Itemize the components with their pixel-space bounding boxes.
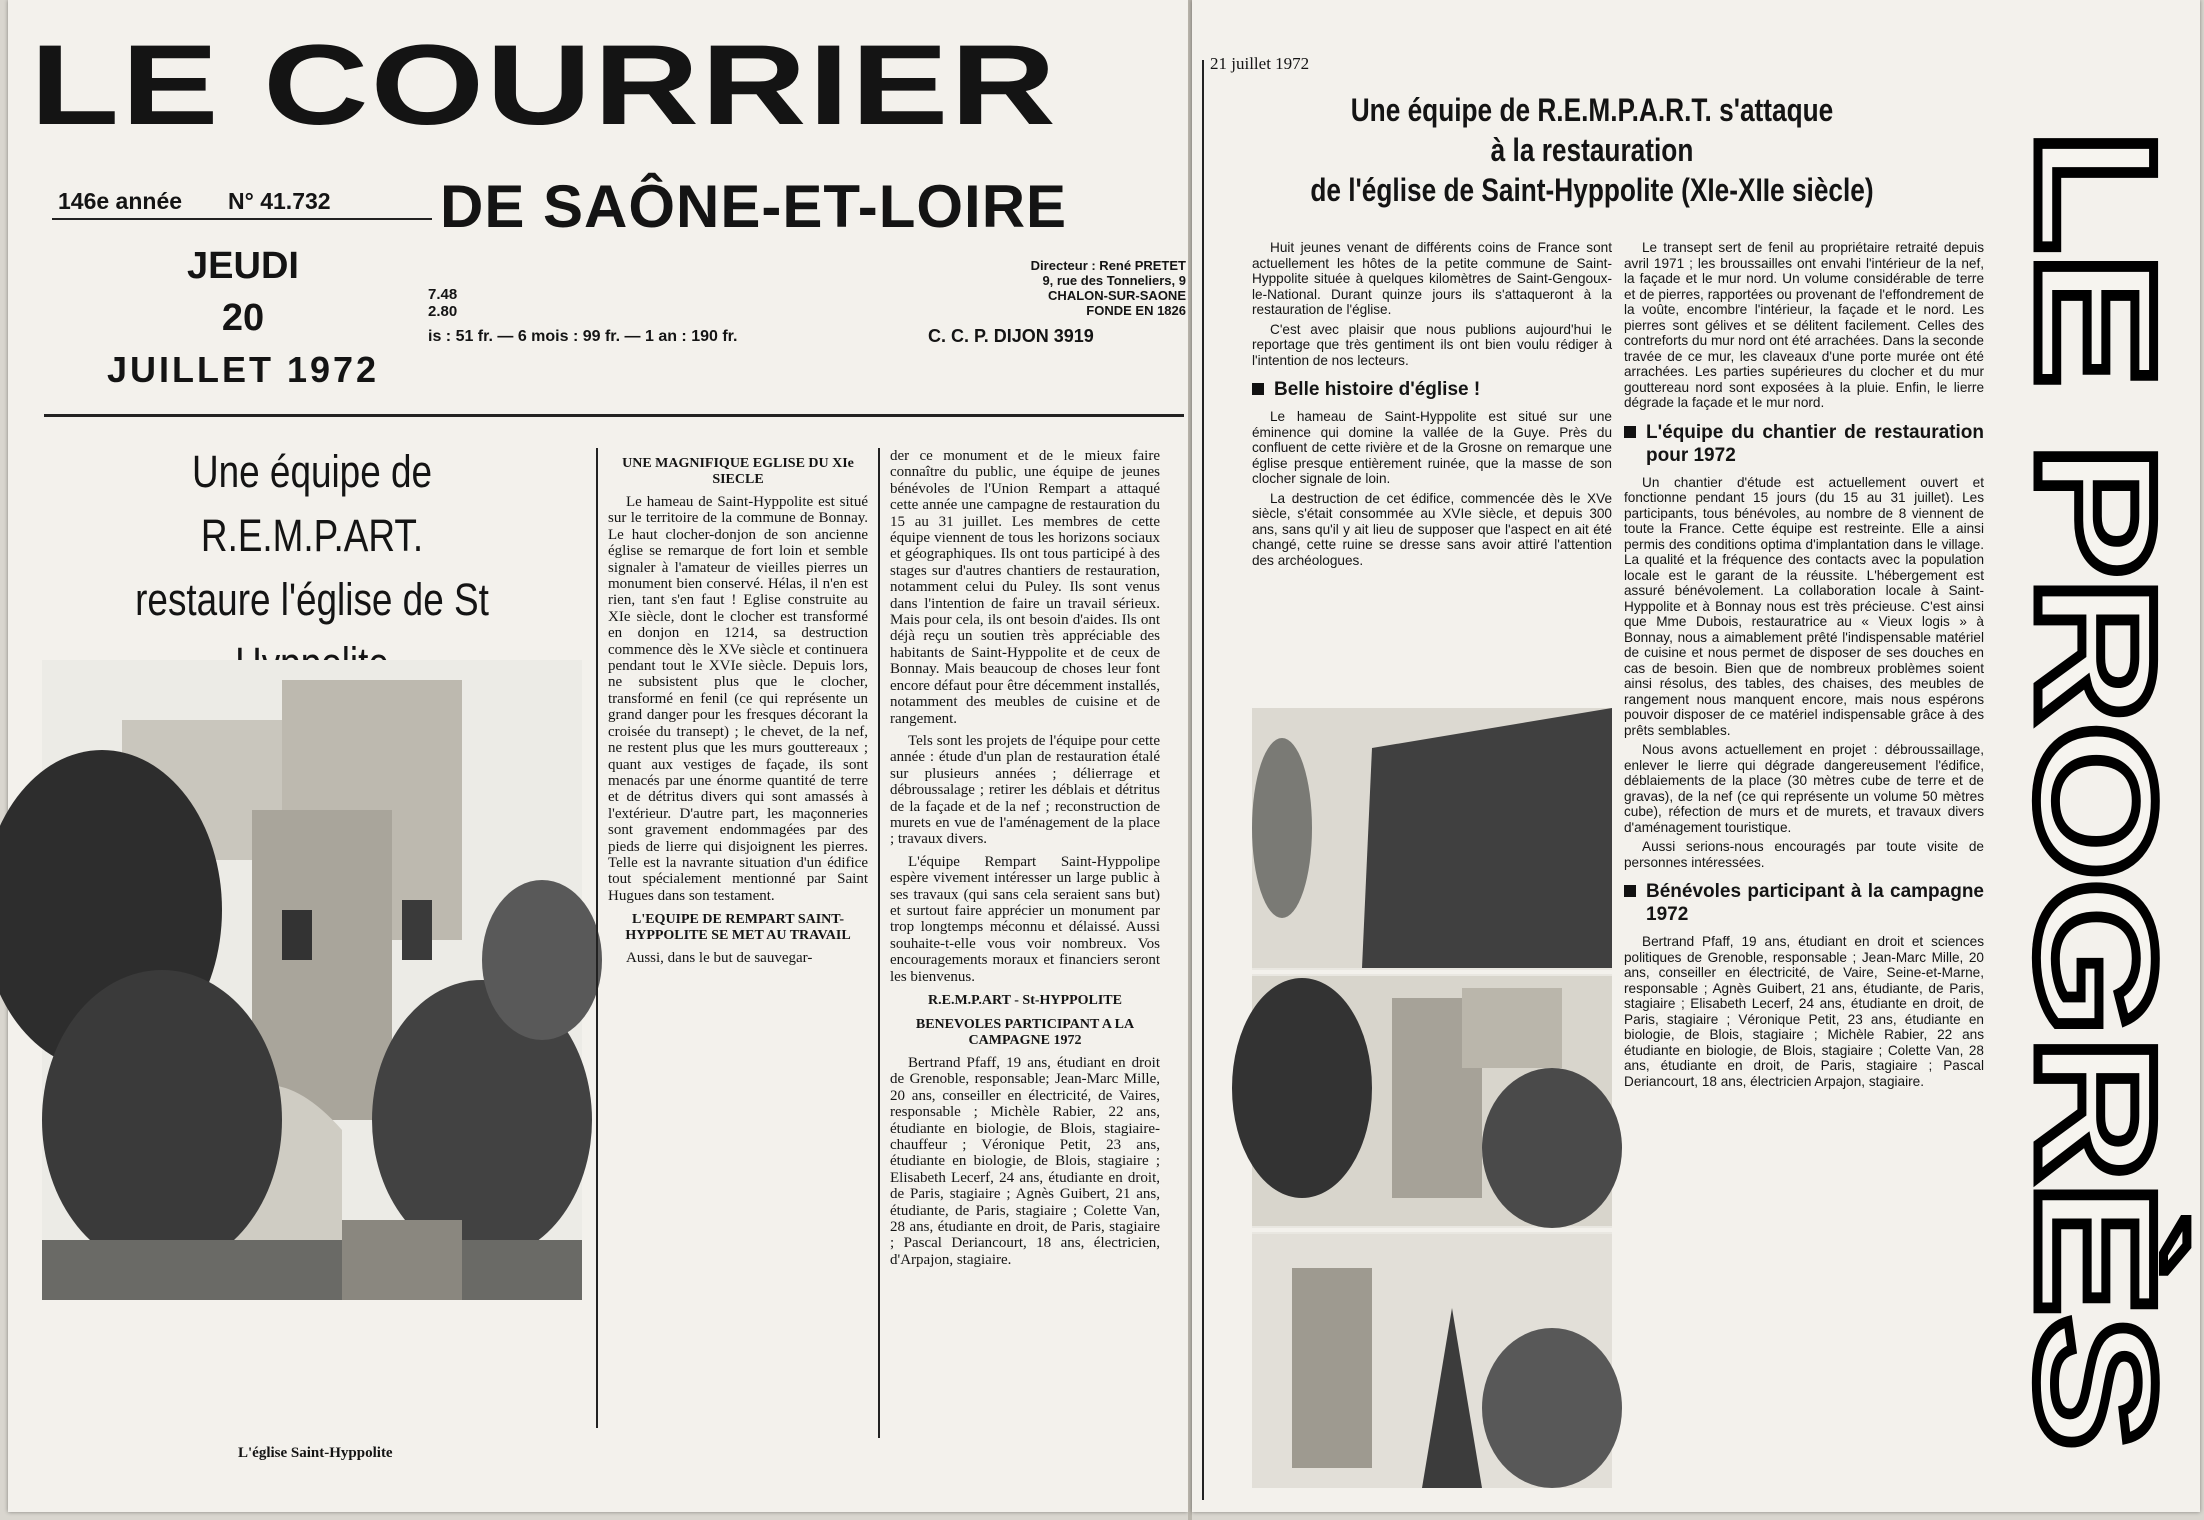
vertical-masthead — [2002, 130, 2190, 1470]
paragraph: Huit jeunes venant de différents coins de France sont actuellement les hôtes de la petite commune de Saint-Hyppolite située à quelques kilomètres de Saint-Gengoux-le-National. Durant quinze jours ils s'attaqueront à la restauration de l'église. — [1252, 240, 1612, 317]
article-headline — [1297, 90, 1887, 210]
column-divider — [878, 448, 880, 1438]
paragraph: Le hameau de Saint-Hyppolite est situé sur le territoire de la commune de Bonnay. Le haut clocher-donjon de son ancienne église se remarque de fort loin et semble signaler à l'amateur de vieilles pierres un monument bien conservé. Hélas, il n'en est rien, tant s'en faut ! Eglise construite au XIe siècle, dont le clocher est transformé en donjon en 1214, sa destruction commence dès le XVe siècle et continuera pendant tout le XVIe siècle. Depuis lors, ne subsistent plus que le clocher, transformé en fenil (ce qui représente un grand danger pour les fresques décorant la croisée du transept) ; le chevet, de la nef, ne restent plus que les murs gouttereaux ; quant aux vestiges de façade, ils sont menacés par une énorme quantité de terre et de détritus divers qui sont amassés à l'extérieur. D'autre part, les maçonneries sont gravement endommagées par des pieds de lierre qui disjoignent les pierres. Telle est la navrante situation d'un édifice tout spécialement mentionné par Saint Hugues dans son testament. — [608, 494, 868, 904]
paragraph: Tels sont les projets de l'équipe pour cette année : étude d'un plan de restauration étalé sur plusieurs années ; délierrage et débroussalage ; retirer les déblais et détritus de la façade et de la nef ; reconstruction de murets en vue de l'aménagement de la place ; travaux divers. — [890, 732, 1160, 848]
paragraph: Le hameau de Saint-Hyppolite est situé sur une éminence qui domine la vallée de la Guye. Près du confluent de cette rivière et de la Grosne on remarque une église presque entièrement ruinée, que la masse de son clocher signale de loin. — [1252, 409, 1612, 486]
photo-caption: L'église Saint-Hyppolite — [238, 1445, 393, 1461]
left-border — [1202, 60, 1204, 1500]
city-line: CHALON-SUR-SAONE — [1048, 288, 1186, 303]
subheading — [1624, 880, 1984, 926]
ccp-line: C. C. P. DIJON 3919 — [928, 326, 1094, 346]
subscription-prices: is : 51 fr. — 6 mois : 99 fr. — 1 an : 190 fr. — [428, 328, 738, 345]
price-line-1: 7.48 — [428, 286, 458, 303]
section-heading: BENEVOLES PARTICIPANT A LA CAMPAGNE 1972 — [915, 1017, 1135, 1048]
subheading-text: L'équipe du chantier de restauration pour 1972 — [1646, 421, 1984, 466]
date-number: 20 — [221, 297, 265, 339]
article-column-2 — [890, 448, 1160, 1268]
headline-line: à la restauration — [1490, 132, 1694, 168]
paragraph: Un chantier d'étude est actuellement ouvert et fonctionne pendant 15 jours (du 15 au 31 juillet). Les participants, tous bénévoles, au nombre de 8 viennent de toute la France. Cette équipe est restreinte. Elle a ainsi permis des conditions optima d'implantation dans le village. La qualité et la fréquence des contacts avec la population locale est le garant de la réussite. L'hébergement est assuré bénévolement. La collaboration locale à Saint-Hyppolite et à Bonnay nous est très précieuse. C'est ainsi que Mme Dubois, restauratrice au « Vieux logis » à Bonnay, nous a aimablement prêté l'indispensable matériel de cuisine et nous permet de disposer de ses douches en cas de besoin. Bien que de nombreux problèmes soient ainsi résolus, des tables, des chaises, des meubles de rangement nous manquent encore, mais nous espérons pouvoir disposer de ce matériel indispensable grâce à des prêts semblables. — [1624, 474, 1984, 738]
price-line-2: 2.80 — [428, 303, 458, 320]
date-day: JEUDI — [187, 245, 299, 287]
edition-label: 146e année — [58, 188, 183, 214]
subheading — [1252, 378, 1612, 401]
church-photo — [42, 660, 582, 1300]
header-rule — [44, 414, 1184, 417]
subheading-text: Belle histoire d'église ! — [1274, 379, 1481, 400]
paragraph: Nous avons actuellement en projet : débroussaillage, enlever le lierre qui dégrade dangereusement l'édifice, déblaiements de la place (30 mètres cube de terre et de gravas), de la nef (ce qui représente un volume 50 mètres cube), réfection de murs et de murets, et travaux divers d'aménagement touristique. — [1624, 742, 1984, 835]
paragraph: Le transept sert de fenil au propriétaire retraité depuis avril 1971 ; les broussailles ont envahi l'intérieur de la nef, la façade et le mur nord. Un volume considérable de terre et de pierres, rapportées ou provenant de l'effondrement de la voûte, encombre l'intérieur, la façade et le nord. Les pierres sont gélives et se délitent facilement. Celles des contreforts du mur nord ont été arrachées. Dans la seconde travée de ce mur, les claveaux d'une porte murée ont été arrachées. Les parties supérieures du clocher et du mur gouttereau nord sont exposées à la pluie. Enfin, le lierre dégrade la façade et le mur nord. — [1624, 240, 1984, 410]
date-month-year: JUILLET 1972 — [106, 349, 380, 390]
bullet-icon — [1624, 885, 1636, 897]
subheading-text: Bénévoles participant à la campagne 1972 — [1646, 881, 1984, 925]
headline-line: Une équipe de R.E.M.P.A.R.T. s'attaque — [1350, 92, 1834, 128]
section-heading: R.E.M.P.ART - St-HYPPOLITE — [928, 993, 1122, 1008]
progres-logo — [2002, 130, 2190, 1470]
article-date: 21 juillet 1972 — [1210, 54, 1310, 73]
paragraph: der ce monument et de le mieux faire connaître du public, une équipe de jeunes bénévoles de l'Union Rempart a attaqué cette année une campagne de restauration du 15 au 31 juillet. Les membres de cette équipe viennent de tous les horizons sociaux et géographiques. Ils ont tous participé à des stages sur d'autres chantiers de restauration, notamment celui du Puley. Ils sont venus dans l'intention de faire un travail sérieux. Mais pour cela, ils ont besoin d'aides. Ils ont déjà reçu un soutien très appréciable des habitants de Saint-Hyppolite et de ceux de Bonnay. Mais beaucoup de choses leur font encore défaut pour être décemment installés, notamment des meubles de cuisine et de rangement. — [890, 448, 1160, 727]
sub-masthead: DE SAÔNE-ET-LOIRE — [440, 173, 1068, 240]
courrier-page — [8, 0, 1188, 1512]
paragraph: L'équipe Rempart Saint-Hyppolipe espère vivement intéresser un large public à ses travaux (qui sans cela seraient sans but) et surtout faire apprécier un monument par trop longtemps méconnu et délaissé. Aussi souhaite-t-elle vous voir nombreux. Vos encouragements moraux et financiers seront les bienvenus. — [890, 853, 1160, 985]
issue-info — [58, 188, 331, 215]
director-line: Directeur : René PRETET — [1030, 258, 1186, 273]
headline-line: restaure l'église de St — [135, 574, 489, 625]
headline-line: de l'église de Saint-Hyppolite (XIe-XIIe siècle) — [1310, 172, 1874, 208]
director-block — [956, 258, 1186, 318]
paragraph: La destruction de cet édifice, commencée dès le XVe siècle, s'était consommée au XVIe siècle, et depuis 300 ans, sans qu'il y ait lieu de supposer que l'aspect en ait été changé, cette ruine se dresse sans avoir attiré l'attention des archéologues. — [1252, 490, 1612, 568]
article-column-1 — [1252, 240, 1612, 568]
date-block — [48, 240, 438, 396]
section-heading: UNE MAGNIFIQUE EGLISE DU XIe SIECLE — [622, 456, 854, 487]
paragraph: Aussi serions-nous encouragés par toute visite de personnes intéressées. — [1624, 839, 1984, 870]
progres-title: LE PROGRÈS — [2002, 130, 2190, 1232]
article-column-2 — [1624, 240, 1984, 1089]
bullet-icon — [1252, 383, 1264, 395]
headline-line: Une équipe de R.E.M.P.ART. — [191, 446, 433, 561]
subheading — [1624, 421, 1984, 467]
address-line: 9, rue des Tonneliers, 9 — [1042, 273, 1186, 288]
paragraph: C'est avec plaisir que nous publions aujourd'hui le reportage que très gentiment ils ont bien voulu rédiger à l'intention de nos lecteurs. — [1252, 321, 1612, 368]
price-fragment — [428, 286, 457, 320]
issue-number: N° 41.732 — [228, 188, 331, 214]
progres-page — [1192, 0, 2200, 1512]
bullet-icon — [1624, 426, 1636, 438]
paragraph: Bertrand Pfaff, 19 ans, étudiant en droit et sciences politiques de Grenoble, responsable ; Jean-Marc Mille, 20 ans, conseiller en électricité, de Vaire, Seine-et-Marne, responsable ; Agnès Guibert, 21 ans, étudiante, de Paris, stagiaire ; Elisabeth Lecerf, 24 ans, étudiante en droit, de Paris, stagiaire ; Véronique Petit, 23 ans, étudiante en biologie, de Blois, stagiaire ; Michèle Rabier, 22 ans étudiante en biologie, de Blois, stagiaire ; Colette Van, 28 ans, étudiante en droit, de Paris, stagiaire ; Pascal Deriancourt, 18 ans, électricien Arpajon, stagiaire. — [1624, 934, 1984, 1089]
paragraph: Bertrand Pfaff, 19 ans, étudiant en droit de Grenoble, responsable; Jean-Marc Mille, 20 ans, conseiller en électricité, de Vaires, responsable ; Michèle Rabier, 22 ans, étudiante en biologie, de Blois, stagiaire-chauffeur ; Véronique Petit, 23 ans, étudiante en biologie, de Blois, stagiaire ; Elisabeth Lecerf, 24 ans, étudiante en droit, de Paris, stagiaire ; Agnès Guibert, 21 ans, étudiante, de Paris, stagiaire ; Colette Van, 28 ans, étudiante en droit, de Paris, stagiaire ; Pascal Deriancourt, 18 ans, électricien, d'Arpajon, stagiaire. — [890, 1055, 1160, 1268]
divider — [52, 218, 432, 220]
founded-line: FONDE EN 1826 — [1086, 303, 1186, 318]
newspaper-masthead: LE COURRIER — [30, 20, 1058, 149]
church-photo-strip — [1252, 708, 1612, 1488]
section-heading: L'EQUIPE DE REMPART SAINT-HYPPOLITE SE MET AU TRAVAIL — [625, 912, 851, 944]
article-column-1 — [608, 448, 868, 967]
paragraph: Aussi, dans le but de sauvegar- — [626, 950, 813, 967]
